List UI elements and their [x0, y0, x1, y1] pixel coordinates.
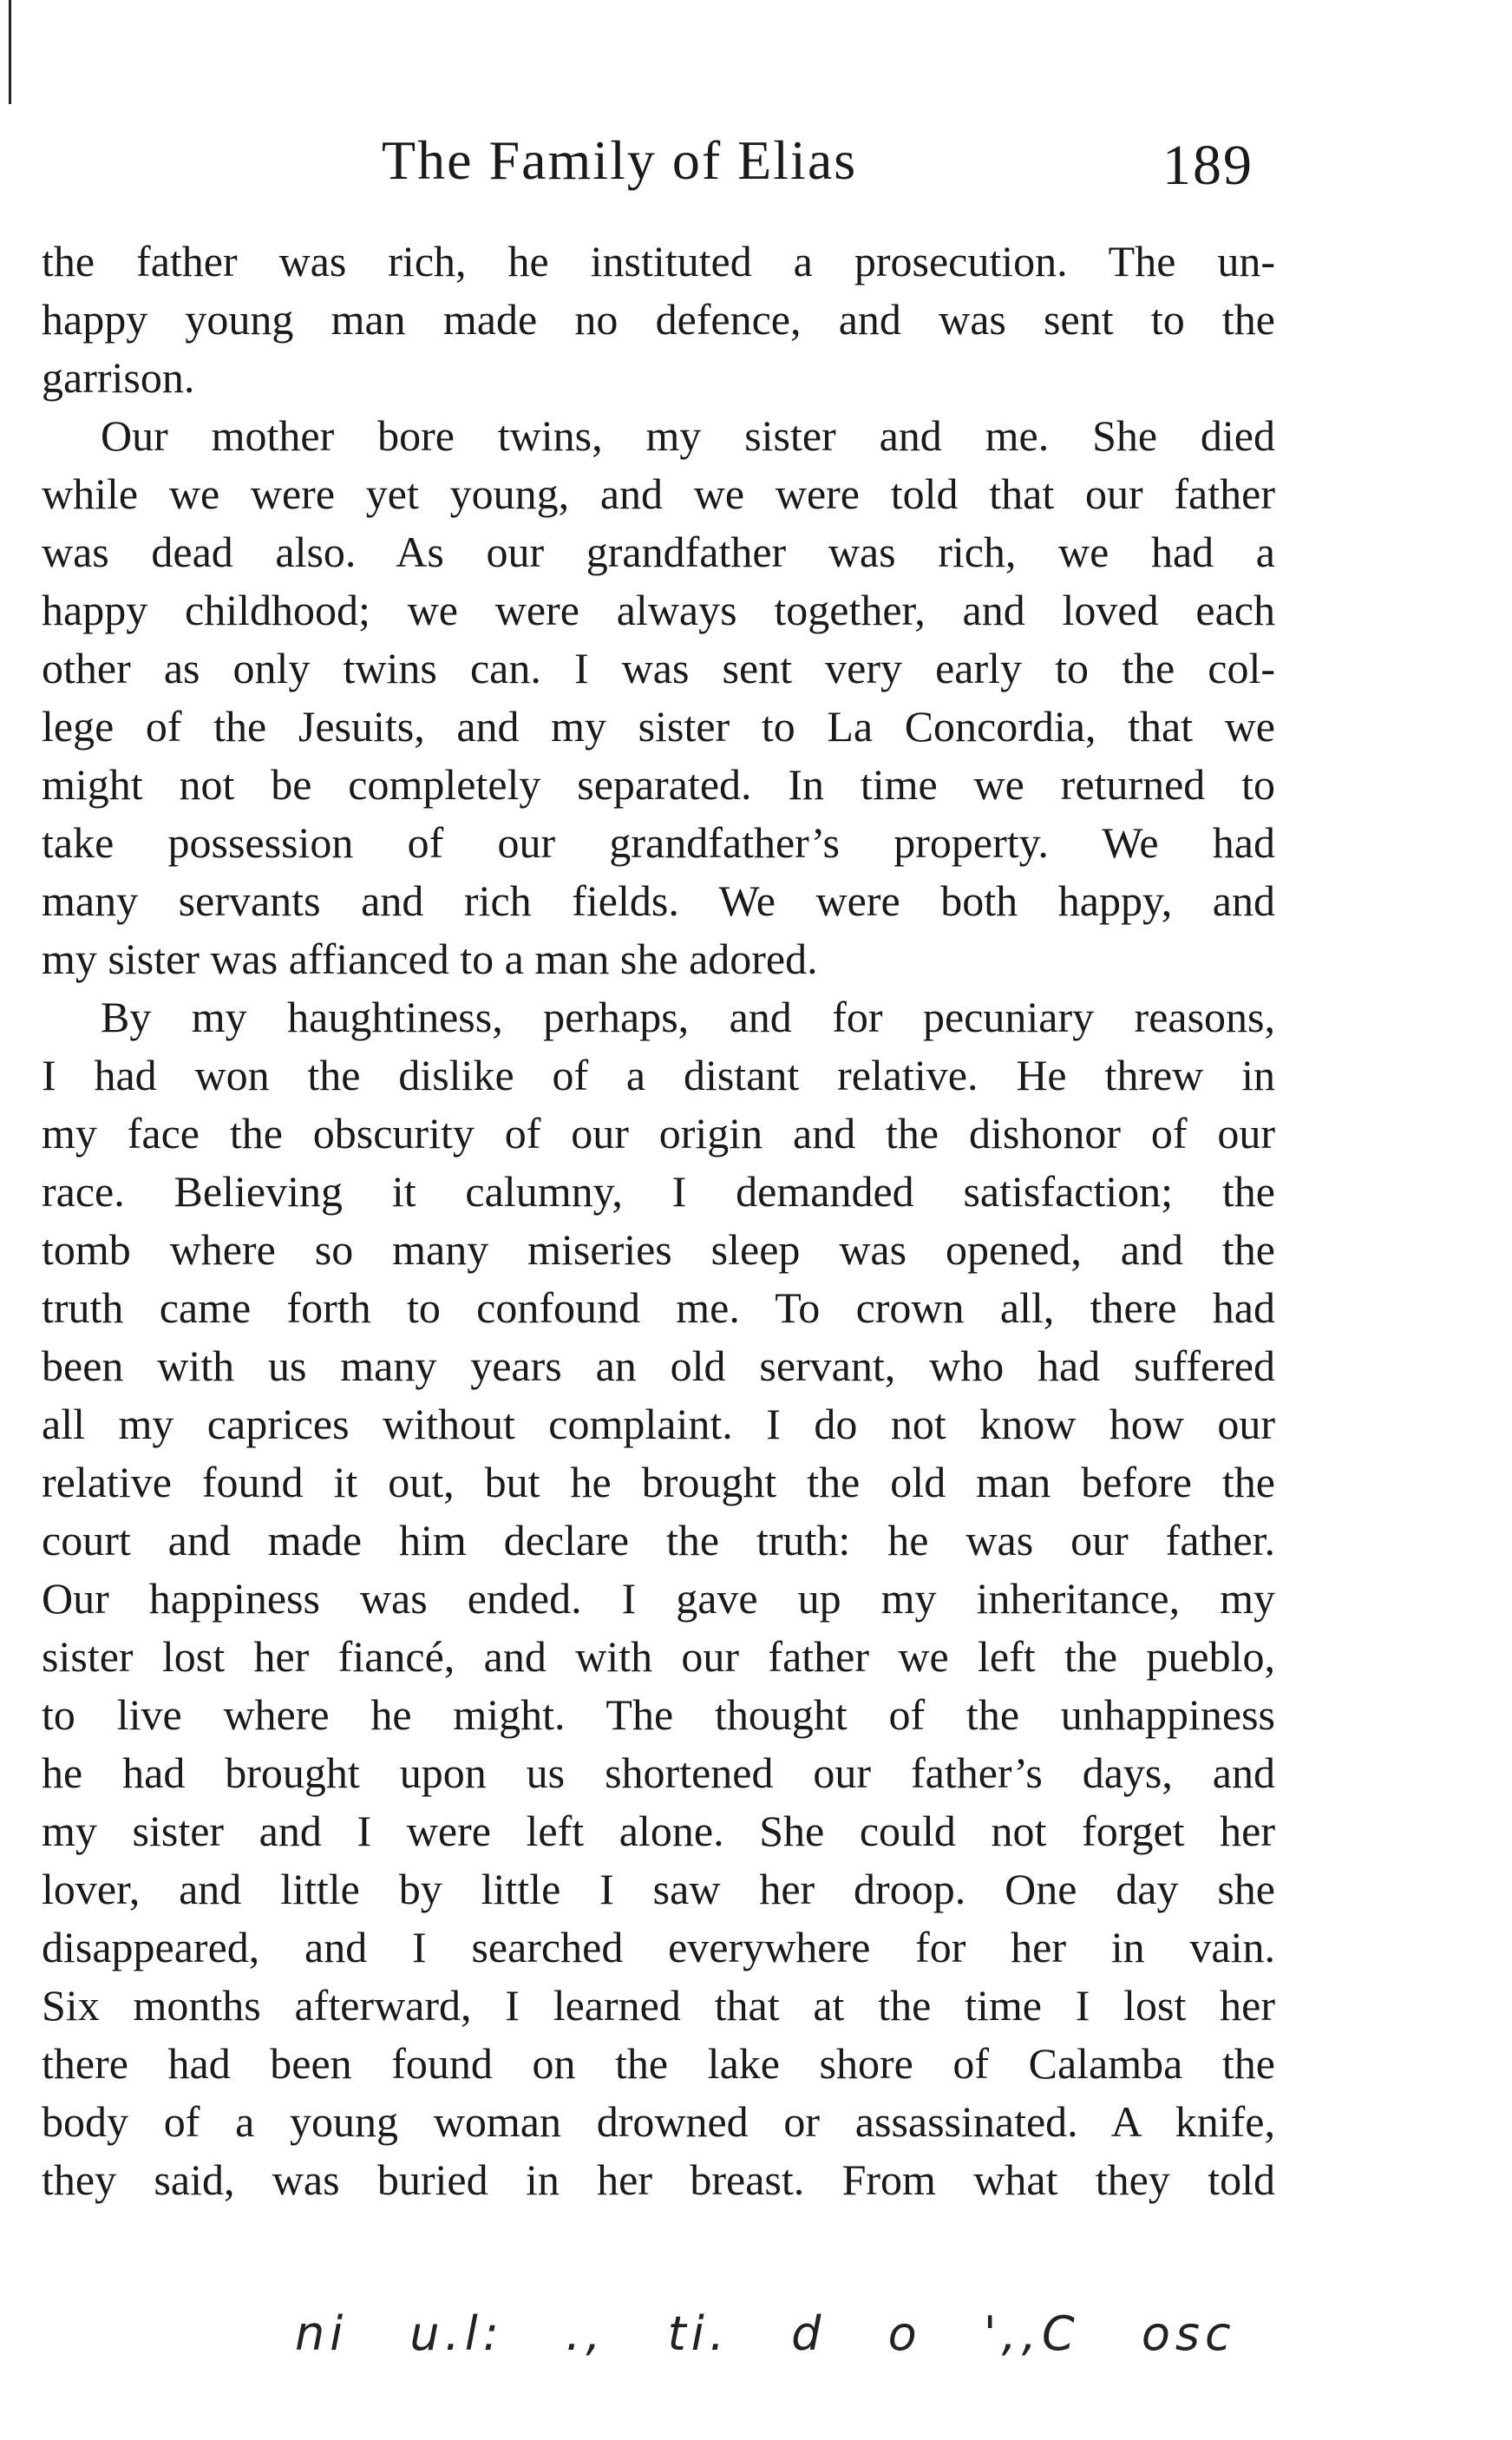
text-line: Our happiness was ended. I gave up my inheritance, my — [42, 1574, 1275, 1623]
text-line: take possession of our grandfather’s property. We had — [42, 818, 1275, 867]
text-line: garrison. — [42, 353, 195, 402]
text-line: my sister and I were left alone. She could not forget her — [42, 1807, 1275, 1855]
text-line: disappeared, and I searched everywhere for her in vain. — [42, 1923, 1275, 1971]
text-line: while we were yet young, and we were told that our father — [42, 469, 1275, 518]
text-line: I had won the dislike of a distant relative. He threw in — [42, 1051, 1275, 1099]
text-line: lover, and little by little I saw her droop. One day she — [42, 1865, 1275, 1913]
text-line: my face the obscurity of our origin and the dishonor of our — [42, 1109, 1275, 1158]
text-line: relative found it out, but he brought the old man before the — [42, 1458, 1275, 1506]
text-line: they said, was buried in her breast. From what they told — [42, 2155, 1275, 2204]
text-line: the father was rich, he instituted a prosecution. The un- — [42, 237, 1275, 285]
text-line: lege of the Jesuits, and my sister to La Concordia, that we — [42, 702, 1275, 751]
body-text — [42, 233, 1275, 2209]
text-line: to live where he might. The thought of the unhappiness — [42, 1690, 1275, 1739]
text-line: court and made him declare the truth: he was our father. — [42, 1516, 1275, 1564]
text-line: By my haughtiness, perhaps, and for pecuniary reasons, — [101, 993, 1275, 1041]
text-line: my sister was affianced to a man she adored. — [42, 935, 818, 983]
text-line: other as only twins can. I was sent very early to the col- — [42, 644, 1275, 692]
text-line: Our mother bore twins, my sister and me. She died — [101, 411, 1275, 460]
text-line: all my caprices without complaint. I do not know how our — [42, 1400, 1275, 1448]
text-line: race. Believing it calumny, I demanded satisfaction; the — [42, 1167, 1275, 1216]
text-line: been with us many years an old servant, who had suffered — [42, 1341, 1275, 1390]
text-line: there had been found on the lake shore of Calamba the — [42, 2039, 1275, 2088]
text-line: sister lost her fiancé, and with our father we left the pueblo, — [42, 1632, 1275, 1681]
text-line: might not be completely separated. In time we returned to — [42, 760, 1275, 809]
text-line: happy childhood; we were always together, and loved each — [42, 586, 1275, 634]
cut-off-next-line: ni u.l: ., ti. d o ',,C osc — [295, 2306, 1236, 2361]
text-line: truth came forth to confound me. To crown all, there had — [42, 1283, 1275, 1332]
page-number: 189 — [1162, 134, 1253, 197]
scan-edge-line — [9, 0, 11, 104]
text-line: happy young man made no defence, and was sent to the — [42, 295, 1275, 344]
text-line: tomb where so many miseries sleep was opened, and the — [42, 1225, 1275, 1274]
text-line: body of a young woman drowned or assassinated. A knife, — [42, 2097, 1275, 2146]
page-header — [0, 121, 1512, 200]
text-line: Six months afterward, I learned that at the time I lost her — [42, 1981, 1275, 2030]
text-line: was dead also. As our grandfather was rich, we had a — [42, 528, 1275, 576]
running-title: The Family of Elias — [382, 129, 858, 191]
text-line: he had brought upon us shortened our father’s days, and — [42, 1748, 1275, 1797]
text-line: many servants and rich fields. We were both happy, and — [42, 876, 1275, 925]
